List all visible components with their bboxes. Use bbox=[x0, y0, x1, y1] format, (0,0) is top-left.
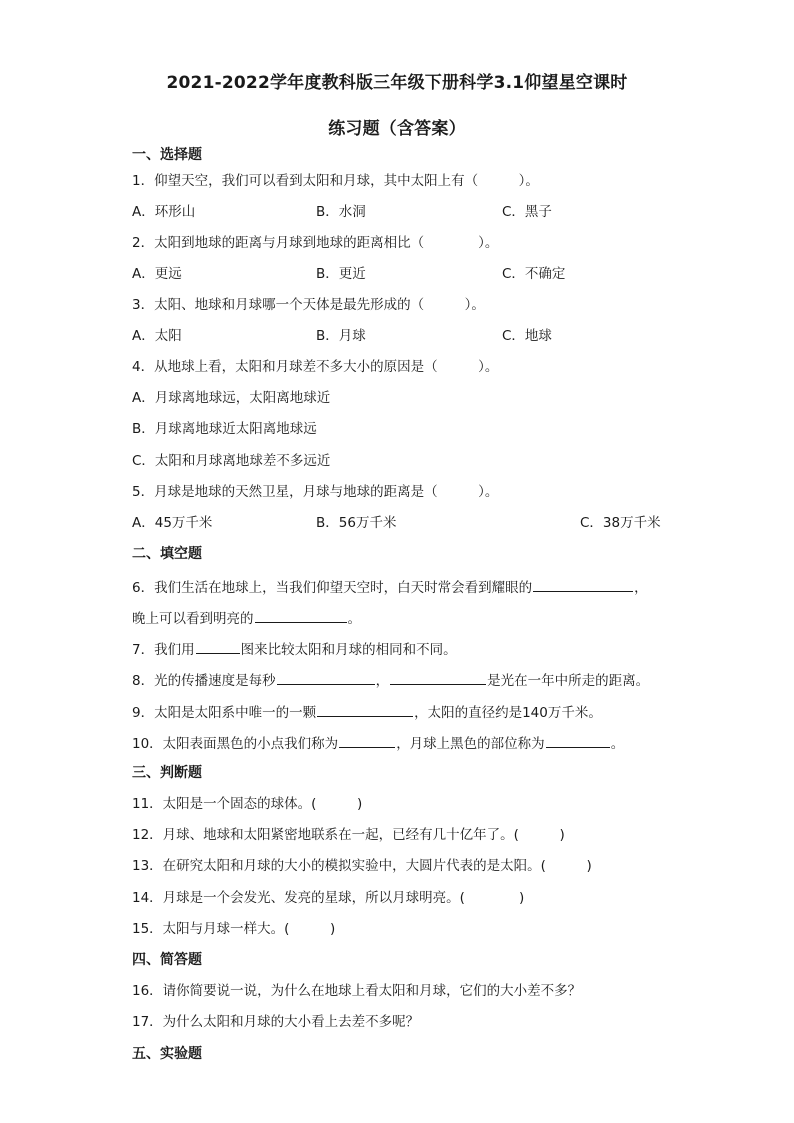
question-15: 15．太阳与月球一样大。( ) bbox=[132, 921, 336, 937]
question-13: 13．在研究太阳和月球的大小的模拟实验中，大圆片代表的是太阳。( ) bbox=[132, 858, 592, 874]
question-3-option-a: A．太阳 bbox=[132, 328, 182, 344]
question-2-option-c: C．不确定 bbox=[502, 266, 566, 282]
question-2-stem: 2．太阳到地球的距离与月球到地球的距离相比（ ）。 bbox=[132, 235, 499, 251]
question-8-text-a: 8．光的传播速度是每秒 bbox=[132, 673, 276, 689]
question-5-option-a: A．45万千米 bbox=[132, 515, 213, 531]
question-6-text-c: 晚上可以看到明亮的 bbox=[132, 611, 254, 627]
question-4-option-c: C．太阳和月球离地球差不多远近 bbox=[132, 453, 331, 469]
answer-blank[interactable] bbox=[339, 733, 395, 748]
question-17: 17．为什么太阳和月球的大小看上去差不多呢？ bbox=[132, 1014, 420, 1030]
document-title-line1: 2021-2022学年度教科版三年级下册科学3.1仰望星空课时 bbox=[166, 73, 628, 93]
question-9-text-a: 9．太阳是太阳系中唯一的一颗 bbox=[132, 705, 317, 721]
answer-blank[interactable] bbox=[255, 608, 347, 623]
question-7-text-a: 7．我们用 bbox=[132, 642, 195, 658]
question-8 bbox=[132, 670, 649, 690]
question-6-text-b: ， bbox=[634, 580, 648, 596]
question-4-stem: 4．从地球上看，太阳和月球差不多大小的原因是（ ）。 bbox=[132, 359, 499, 375]
question-16: 16．请你简要说一说，为什么在地球上看太阳和月球，它们的大小差不多？ bbox=[132, 983, 582, 999]
section-heading-choice: 一、选择题 bbox=[132, 147, 202, 163]
answer-blank[interactable] bbox=[196, 639, 240, 654]
question-6-line2 bbox=[132, 608, 361, 628]
question-9 bbox=[132, 702, 602, 722]
question-10-text-c: 。 bbox=[610, 736, 625, 752]
question-3-option-c: C．地球 bbox=[502, 328, 552, 344]
question-10 bbox=[132, 733, 624, 753]
document-title-line2: 练习题（含答案） bbox=[328, 119, 466, 139]
question-7 bbox=[132, 639, 457, 659]
section-heading-fill-blank: 二、填空题 bbox=[132, 546, 202, 562]
question-1-option-c: C．黑子 bbox=[502, 204, 552, 220]
answer-blank[interactable] bbox=[277, 670, 375, 685]
section-heading-short-answer: 四、简答题 bbox=[132, 952, 202, 968]
question-6-text-d: 。 bbox=[347, 611, 361, 627]
question-4-option-a: A．月球离地球远，太阳离地球近 bbox=[132, 390, 331, 406]
question-10-text-a: 10．太阳表面黑色的小点我们称为 bbox=[132, 736, 339, 752]
question-9-text-b: ，太阳的直径约是140万千米。 bbox=[414, 705, 602, 721]
question-1-option-a: A．环形山 bbox=[132, 204, 196, 220]
question-7-text-b: 图来比较太阳和月球的相同和不同。 bbox=[240, 642, 457, 658]
question-2-option-b: B．更近 bbox=[316, 266, 366, 282]
question-1-option-b: B．水洞 bbox=[316, 204, 366, 220]
question-6-line1 bbox=[132, 577, 648, 597]
question-4-option-b: B．月球离地球近太阳离地球远 bbox=[132, 421, 317, 437]
question-3-option-b: B．月球 bbox=[316, 328, 366, 344]
answer-blank[interactable] bbox=[317, 702, 413, 717]
question-5-option-c: C．38万千米 bbox=[580, 515, 661, 531]
answer-blank[interactable] bbox=[546, 733, 610, 748]
question-8-text-c: 是光在一年中所走的距离。 bbox=[487, 673, 650, 689]
question-11: 11．太阳是一个固态的球体。( ) bbox=[132, 796, 363, 812]
question-3-stem: 3．太阳、地球和月球哪一个天体是最先形成的（ ）。 bbox=[132, 297, 485, 313]
question-10-text-b: ，月球上黑色的部位称为 bbox=[396, 736, 545, 752]
question-5-option-b: B．56万千米 bbox=[316, 515, 397, 531]
question-1-stem: 1．仰望天空，我们可以看到太阳和月球，其中太阳上有（ ）。 bbox=[132, 173, 539, 189]
answer-blank[interactable] bbox=[390, 670, 486, 685]
question-8-text-b: ， bbox=[375, 673, 390, 689]
answer-blank[interactable] bbox=[533, 577, 633, 592]
question-6-text-a: 6．我们生活在地球上，当我们仰望天空时，白天时常会看到耀眼的 bbox=[132, 580, 533, 596]
section-heading-true-false: 三、判断题 bbox=[132, 765, 202, 781]
question-2-option-a: A．更远 bbox=[132, 266, 182, 282]
question-14: 14．月球是一个会发光、发亮的星球，所以月球明亮。( ) bbox=[132, 890, 525, 906]
question-12: 12．月球、地球和太阳紧密地联系在一起，已经有几十亿年了。( ) bbox=[132, 827, 565, 843]
section-heading-experiment: 五、实验题 bbox=[132, 1046, 202, 1062]
question-5-stem: 5．月球是地球的天然卫星，月球与地球的距离是（ ）。 bbox=[132, 484, 499, 500]
